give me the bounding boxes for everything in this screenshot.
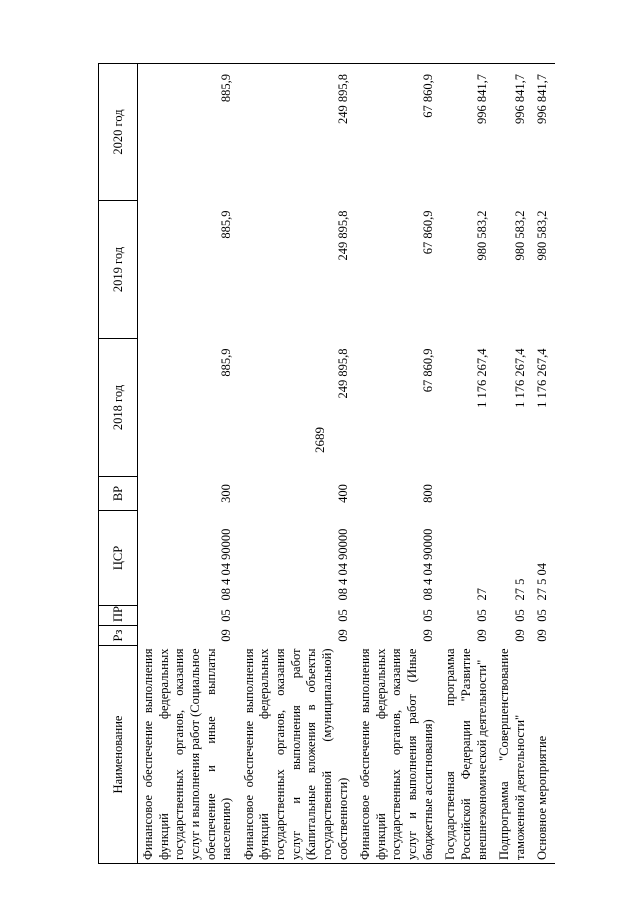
row-pr: 05	[420, 609, 435, 622]
row-pr: 05	[219, 609, 234, 622]
table-body	[138, 64, 556, 864]
header-name: Наименование	[99, 646, 138, 864]
row-vr: 400	[335, 484, 350, 503]
row-vr: 300	[219, 484, 234, 503]
row-rz: 09	[474, 629, 489, 642]
row-vr: 800	[420, 484, 435, 503]
row-2020: 996 841,7	[494, 64, 532, 201]
row-2020: 885,9	[138, 64, 239, 201]
page-number-text: 2689	[312, 427, 327, 453]
row-rz: 09	[535, 629, 550, 642]
table-row	[440, 64, 494, 864]
row-pr: 05	[512, 609, 527, 622]
header-row	[99, 64, 138, 864]
row-2018: 67 860,9	[420, 348, 435, 393]
header-2018: 2018 год	[99, 339, 138, 477]
header-pr: ПР	[99, 606, 138, 626]
row-name: Подпрограмма "Совершенствование таможенной деятельности"	[494, 646, 532, 864]
header-csr: ЦСР	[99, 511, 138, 606]
row-csr: 08 4 04 90000	[219, 528, 234, 601]
row-2019: 980 583,2	[535, 210, 550, 261]
row-2018: 1 176 267,4	[512, 348, 527, 408]
table-row	[532, 64, 555, 864]
row-rz: 09	[219, 629, 234, 642]
header-vr: ВР	[99, 477, 138, 511]
row-2020: 996 841,7	[440, 64, 494, 201]
row-2019: 885,9	[219, 210, 234, 239]
header-2020: 2020 год	[99, 64, 138, 201]
row-csr: 27 5	[512, 578, 527, 601]
table-row	[138, 64, 239, 864]
table-row	[494, 64, 532, 864]
row-pr: 05	[335, 609, 350, 622]
row-pr: 05	[474, 609, 489, 622]
row-csr: 08 4 04 90000	[335, 528, 350, 601]
row-2018: 249 895,8	[335, 348, 350, 399]
row-rz: 09	[420, 629, 435, 642]
row-rz: 09	[335, 629, 350, 642]
row-name: Финансовое обеспечение выполнения функций федеральных государственных органов, оказания услуг и выполнения работ (Капитальные вложения в объекты государственной (муниципальной) собственности)	[239, 646, 355, 864]
row-name: Финансовое обеспечение выполнения функций федеральных государственных органов, оказания услуг и выполнения работ (Социальное обеспечение и иные выплаты населению)	[138, 646, 239, 864]
row-vr	[440, 477, 494, 511]
header-rz: Рз	[99, 626, 138, 646]
row-2019: 980 583,2	[474, 210, 489, 261]
table-row	[355, 64, 440, 864]
row-2018: 885,9	[219, 348, 234, 377]
rotated-table-container	[98, 64, 598, 864]
row-2018: 1 176 267,4	[535, 348, 550, 408]
row-2019: 980 583,2	[512, 210, 527, 261]
table-header	[99, 64, 138, 864]
row-csr: 27	[474, 588, 489, 601]
row-name: Государственная программа Российской Федерации "Развитие внешнеэкономической деятельности"	[440, 646, 494, 864]
row-2019: 67 860,9	[420, 210, 435, 255]
budget-table	[98, 63, 555, 864]
row-rz: 09	[512, 629, 527, 642]
header-2019: 2019 год	[99, 201, 138, 339]
row-2019: 249 895,8	[335, 210, 350, 261]
row-pr: 05	[535, 609, 550, 622]
row-name: Основное мероприятие	[532, 646, 555, 864]
row-2020: 249 895,8	[239, 64, 355, 201]
row-2018: 1 176 267,4	[474, 348, 489, 408]
row-2020: 996 841,7	[532, 64, 555, 201]
row-vr	[532, 477, 555, 511]
table-row	[239, 64, 355, 864]
row-vr	[494, 477, 532, 511]
row-csr: 27 5 04	[535, 563, 550, 601]
row-csr: 08 4 04 90000	[420, 528, 435, 601]
row-name: Финансовое обеспечение выполнения функций федеральных государственных органов, оказания услуг и выполнения работ (Иные бюджетные ассигнования)	[355, 646, 440, 864]
row-2020: 67 860,9	[355, 64, 440, 201]
